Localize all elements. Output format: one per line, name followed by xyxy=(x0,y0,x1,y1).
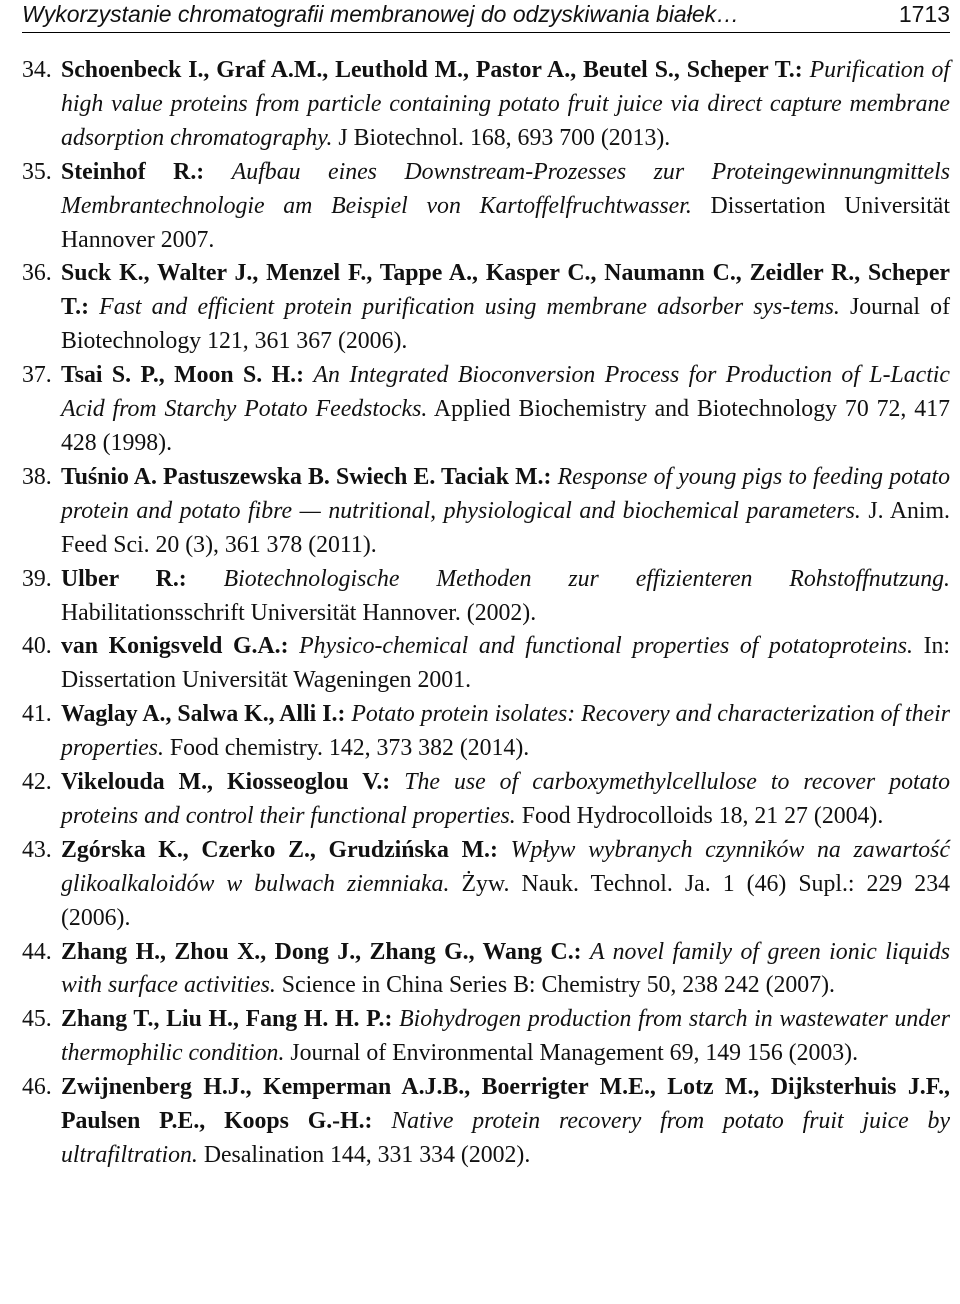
reference-item: 43. Zgórska K., Czerko Z., Grudzińska M.: Wpływ wybranych czynników na zawartość glikoalkaloidów w bulwach ziemniaka. Żyw. Nauk. Technol. Ja. 1 (46) Supl.: 229 234 (2006). xyxy=(0,834,960,936)
reference-number: 39. xyxy=(22,565,52,592)
reference-source: J Biotechnol. 168, 693 700 (2013). xyxy=(338,124,671,151)
reference-title: Native protein recovery from potato fruit juice by ultrafiltration. xyxy=(61,1108,951,1168)
reference-title: Biotechnologische Methoden zur effizienteren Rohstoffnutzung. xyxy=(223,565,951,592)
reference-number: 38. xyxy=(22,463,52,490)
reference-number: 45. xyxy=(22,1006,52,1033)
reference-source: Desalination 144, 331 334 (2002). xyxy=(203,1142,531,1168)
reference-authors: Zhang H., Zhou X., Dong J., Zhang G., Wang C. xyxy=(61,938,574,965)
reference-title: Physico-chemical and functional properties of potatoproteins. xyxy=(299,633,913,660)
running-header xyxy=(22,0,950,33)
reference-number: 34. xyxy=(22,57,52,83)
reference-title: Aufbau eines Downstream-Prozesses zur Proteingewinnungmittels Membrantechnologie am Beispiel von Kartoffelfruchtwasser. xyxy=(61,158,950,219)
reference-item: 41. Waglay A., Salwa K., Alli I.: Potato protein isolates: Recovery and characterization of their properties. Food chemistry. 142, 373 382 (2014). xyxy=(0,698,960,766)
reference-title: Biohydrogen production from starch in wastewater under thermophilic condition. xyxy=(61,1006,950,1067)
reference-authors: Zgórska K., Czerko Z., Grudzińska M. xyxy=(61,836,490,863)
reference-source: Journal of Biotechnology 121, 361 367 (2006). xyxy=(61,294,951,355)
reference-number: 42. xyxy=(22,769,52,796)
reference-title: Wpływ wybranych czynników na zawartość glikoalkaloidów w bulwach ziemniaka. xyxy=(61,836,951,897)
reference-item: 36. Suck K., Walter J., Menzel F., Tappe A., Kasper C., Naumann C., Zeidler R., Scheper T.: Fast and efficient protein purification using membrane adsorber sys-tems. Journal of Biotechnology 121, 361 367 (2006). xyxy=(0,257,960,359)
reference-title: A novel family of green ionic liquids with surface activities. xyxy=(61,938,950,999)
reference-number: 46. xyxy=(22,1074,52,1101)
reference-number: 35. xyxy=(22,158,52,185)
reference-number: 36. xyxy=(22,260,52,287)
reference-item: 40. van Konigsveld G.A.: Physico-chemical and functional properties of potatoproteins. In: Dissertation Universität Wageningen 2001. xyxy=(0,630,960,698)
reference-title: Potato protein isolates: Recovery and characterization of their properties. xyxy=(61,701,950,762)
reference-source: Habilitationsschrift Universität Hannover. (2002). xyxy=(61,599,537,626)
page-number: 1713 xyxy=(898,1,950,27)
reference-title: The use of carboxymethylcellulose to recover potato proteins and control their functional properties. xyxy=(61,769,951,829)
reference-item: 45. Zhang T., Liu H., Fang H. H. P.: Biohydrogen production from starch in wastewater under thermophilic condition. Journal of Environmental Management 69, 149 156 (2003). xyxy=(0,1003,960,1071)
reference-source: In: Dissertation Universität Wageningen 2001. xyxy=(61,633,950,694)
running-title: Wykorzystanie chromatografii membranowej do odzyskiwania białek… xyxy=(22,1,740,27)
reference-item: 44. Zhang H., Zhou X., Dong J., Zhang G., Wang C.: A novel family of green ionic liquids with surface activities. Science in China Series B: Chemistry 50, 238 242 (2007). xyxy=(0,936,960,1004)
reference-number: 41. xyxy=(22,701,52,728)
reference-item: 39. Ulber R.: Biotechnologische Methoden zur effizienteren Rohstoffnutzung. Habilitationsschrift Universität Hannover. (2002). xyxy=(0,563,960,631)
reference-authors: van Konigsveld G.A. xyxy=(61,633,281,660)
reference-number: 44. xyxy=(22,938,52,965)
reference-authors: Suck K., Walter J., Menzel F., Tappe A., Kasper C., Naumann C., Zeidler R., Scheper T. xyxy=(61,260,950,321)
reference-authors: Zwijnenberg H.J., Kemperman A.J.B., Boerrigter M.E., Lotz M., Dijksterhuis J.F., Paulsen P.E., Koops G.-H. xyxy=(61,1074,950,1135)
reference-item: 46. Zwijnenberg H.J., Kemperman A.J.B., Boerrigter M.E., Lotz M., Dijksterhuis J.F., Paulsen P.E., Koops G.-H.: Native protein recovery from potato fruit juice by ultrafiltration. Desalination 144, 331 334 (2002). xyxy=(0,1071,960,1173)
reference-title: Purification of high value proteins from particle containing potato fruit juice via direct capture membrane adsorption chromatography. xyxy=(61,57,951,151)
reference-source: Science in China Series B: Chemistry 50, 238 242 (2007). xyxy=(281,972,835,999)
reference-source: Journal of Environmental Management 69, 149 156 (2003). xyxy=(290,1040,859,1067)
reference-number: 40. xyxy=(22,633,52,660)
reference-authors: Steinhof R. xyxy=(61,158,197,185)
reference-source: Food Hydrocolloids 18, 21 27 (2004). xyxy=(521,802,884,829)
reference-source: Food chemistry. 142, 373 382 (2014). xyxy=(169,735,530,762)
reference-item: 38. Tuśnio A. Pastuszewska B. Swiech E. Taciak M.: Response of young pigs to feeding potato protein and potato fibre — nutritional, physiological and biochemical parameters. J. Anim. Feed Sci. 20 (3), 361 378 (2011). xyxy=(0,461,960,563)
reference-authors: Vikelouda M., Kiosseoglou V. xyxy=(61,769,383,796)
reference-title: Response of young pigs to feeding potato protein and potato fibre — nutritional, physiological and biochemical parameters. xyxy=(61,463,951,524)
reference-authors: Schoenbeck I., Graf A.M., Leuthold M., Pastor A., Beutel S., Scheper T. xyxy=(61,57,795,83)
reference-authors: Ulber R. xyxy=(61,565,179,592)
reference-source: Applied Biochemistry and Biotechnology 70 72, 417 428 (1998). xyxy=(61,396,950,456)
reference-authors: Waglay A., Salwa K., Alli I. xyxy=(61,701,338,728)
reference-authors: Tsai S. P., Moon S. H. xyxy=(61,362,297,389)
reference-title: Fast and efficient protein purification using membrane adsorber sys-tems. xyxy=(99,294,840,321)
reference-number: 37. xyxy=(22,362,52,389)
reference-list xyxy=(0,54,960,1173)
reference-source: Żyw. Nauk. Technol. Ja. 1 (46) Supl.: 229 234 (2006). xyxy=(61,870,950,931)
reference-item: 42. Vikelouda M., Kiosseoglou V.: The use of carboxymethylcellulose to recover potato proteins and control their functional properties. Food Hydrocolloids 18, 21 27 (2004). xyxy=(0,766,960,834)
reference-item: 37. Tsai S. P., Moon S. H.: An Integrated Bioconversion Process for Production of L-Lactic Acid from Starchy Potato Feedstocks. Applied Biochemistry and Biotechnology 70 72, 417 428 (1998). xyxy=(0,359,960,461)
reference-item: 34. Schoenbeck I., Graf A.M., Leuthold M., Pastor A., Beutel S., Scheper T.: Purification of high value proteins from particle containing potato fruit juice via direct capture membrane adsorption chromatography. J Biotechnol. 168, 693 700 (2013). xyxy=(0,54,960,156)
reference-number: 43. xyxy=(22,836,52,863)
reference-authors: Tuśnio A. Pastuszewska B. Swiech E. Taciak M. xyxy=(61,463,544,490)
reference-source: Dissertation Universität Hannover 2007. xyxy=(61,192,950,253)
reference-authors: Zhang T., Liu H., Fang H. H. P. xyxy=(61,1006,385,1033)
reference-source: J. Anim. Feed Sci. 20 (3), 361 378 (2011). xyxy=(61,497,950,558)
reference-title: An Integrated Bioconversion Process for Production of L-Lactic Acid from Starchy Potato Feedstocks. xyxy=(61,362,950,423)
reference-item: 35. Steinhof R.: Aufbau eines Downstream-Prozesses zur Proteingewinnungmittels Membrantechnologie am Beispiel von Kartoffelfruchtwasser. Dissertation Universität Hannover 2007. xyxy=(0,156,960,258)
